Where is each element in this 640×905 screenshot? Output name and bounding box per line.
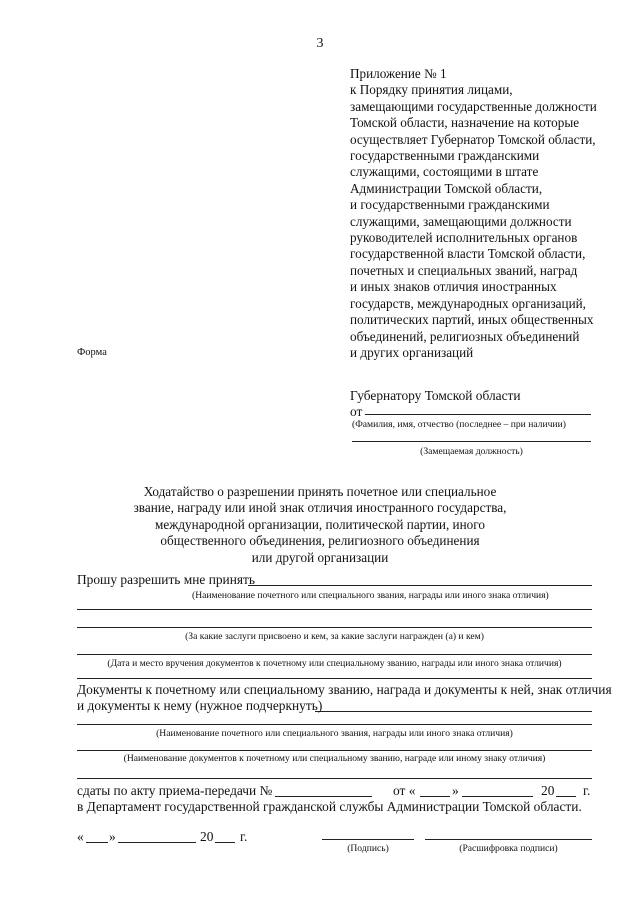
appendix-line: государственными гражданскими [350, 148, 540, 164]
signature-decode-caption: (Расшифровка подписи) [459, 843, 558, 854]
act-quote-close: » [452, 783, 459, 798]
sign-date-open: « [77, 829, 84, 844]
appendix-line: руководителей исполнительных органов [350, 230, 578, 246]
act-label: сдаты по акту приема-передачи № [77, 783, 273, 798]
date-place-field-2[interactable] [77, 678, 592, 679]
page-number: 3 [316, 36, 324, 51]
title-line: общественного объединения, религиозного объединения [160, 533, 480, 549]
request-label: Прошу разрешить мне принять [77, 572, 256, 587]
title-line: или другой организации [251, 549, 389, 565]
act-year-field[interactable] [556, 796, 576, 797]
sign-date-close: » [109, 829, 116, 844]
appendix-line: Администрации Томской области, [350, 180, 543, 196]
docs-name-field[interactable] [77, 750, 592, 751]
position-field[interactable] [352, 441, 591, 442]
docs-field[interactable] [315, 711, 592, 712]
sign-day-field[interactable] [86, 842, 108, 843]
appendix-line: служащими, состоящими в штате [350, 164, 539, 180]
docs-name-field-2[interactable] [77, 778, 592, 779]
sign-year-suffix: г. [240, 829, 248, 844]
signature-field[interactable] [322, 839, 414, 840]
act-year-prefix: 20 [541, 783, 555, 798]
appendix-line: Томской области, назначение на которые [350, 115, 580, 131]
position-caption: (Замещаемая должность) [420, 446, 523, 457]
act-from-label: от « [393, 783, 416, 798]
sign-year-prefix: 20 [200, 829, 214, 844]
fio-field[interactable] [365, 414, 591, 415]
sign-year-field[interactable] [215, 842, 235, 843]
act-year-suffix: г. [583, 783, 591, 798]
appendix-line: государств, международных организаций, [350, 295, 586, 311]
from-label: от [350, 404, 363, 419]
docs-name-caption: (Наименование документов к почетному или специальному званию, награде или иному знаку отличия) [123, 753, 546, 764]
appendix-line: и государственными гражданскими [350, 197, 550, 213]
merit-caption: (За какие заслуги присвоено и кем, за какие заслуги награжден (а) и кем) [185, 631, 484, 642]
signature-decode-field[interactable] [425, 839, 592, 840]
award-name-field-3[interactable] [77, 724, 592, 725]
merit-field[interactable] [77, 627, 592, 628]
award-name-field[interactable] [248, 585, 592, 586]
appendix-line: замещающими государственные должности [350, 98, 597, 114]
title-line: звание, награду или иной знак отличия иностранного государства, [133, 500, 507, 516]
appendix-line: государственной власти Томской области, [350, 246, 586, 262]
title-line: международной организации, политической партии, иного [155, 516, 485, 532]
appendix-line: служащими, замещающими должности [350, 213, 572, 229]
sign-month-field[interactable] [118, 842, 196, 843]
act-month-field[interactable] [462, 796, 533, 797]
document-title [0, 484, 640, 566]
award-name-caption: (Наименование почетного или специального звания, награды или иного знака отличия) [192, 590, 549, 601]
award-name-field-2[interactable] [77, 609, 592, 610]
appendix-line: и иных знаков отличия иностранных [350, 279, 557, 295]
appendix-line: политических партий, иных общественных [350, 312, 594, 328]
appendix-block [350, 66, 610, 361]
docs-line-2: и документы к нему (нужное подчеркнуть) [77, 698, 323, 713]
signature-caption: (Подпись) [347, 843, 389, 854]
docs-line-1: Документы к почетному или специальному званию, награда и документы к ней, знак отличия [77, 682, 612, 697]
department-line: в Департамент государственной гражданской службы Администрации Томской области. [77, 799, 582, 814]
form-label: Форма [77, 347, 107, 358]
appendix-line: Приложение № 1 [350, 66, 447, 81]
date-place-caption: (Дата и место вручения документов к почетному или специальному званию, награды или иного знака отличия) [107, 658, 562, 669]
act-number-field[interactable] [275, 796, 372, 797]
fio-caption: (Фамилия, имя, отчество (последнее – при наличии) [352, 419, 566, 430]
appendix-line: и других организаций [350, 344, 474, 360]
date-place-field[interactable] [77, 654, 592, 655]
appendix-line: объединений, религиозных объединений [350, 328, 580, 344]
appendix-line: к Порядку принятия лицами, [350, 82, 513, 98]
act-day-field[interactable] [420, 796, 450, 797]
award-name-caption-2: (Наименование почетного или специального звания, награды или иного знака отличия) [156, 728, 513, 739]
addressee-title: Губернатору Томской области [350, 388, 521, 403]
appendix-line: почетных и специальных званий, наград [350, 262, 578, 278]
appendix-line: осуществляет Губернатор Томской области, [350, 131, 596, 147]
title-line: Ходатайство о разрешении принять почетное или специальное [143, 484, 497, 499]
